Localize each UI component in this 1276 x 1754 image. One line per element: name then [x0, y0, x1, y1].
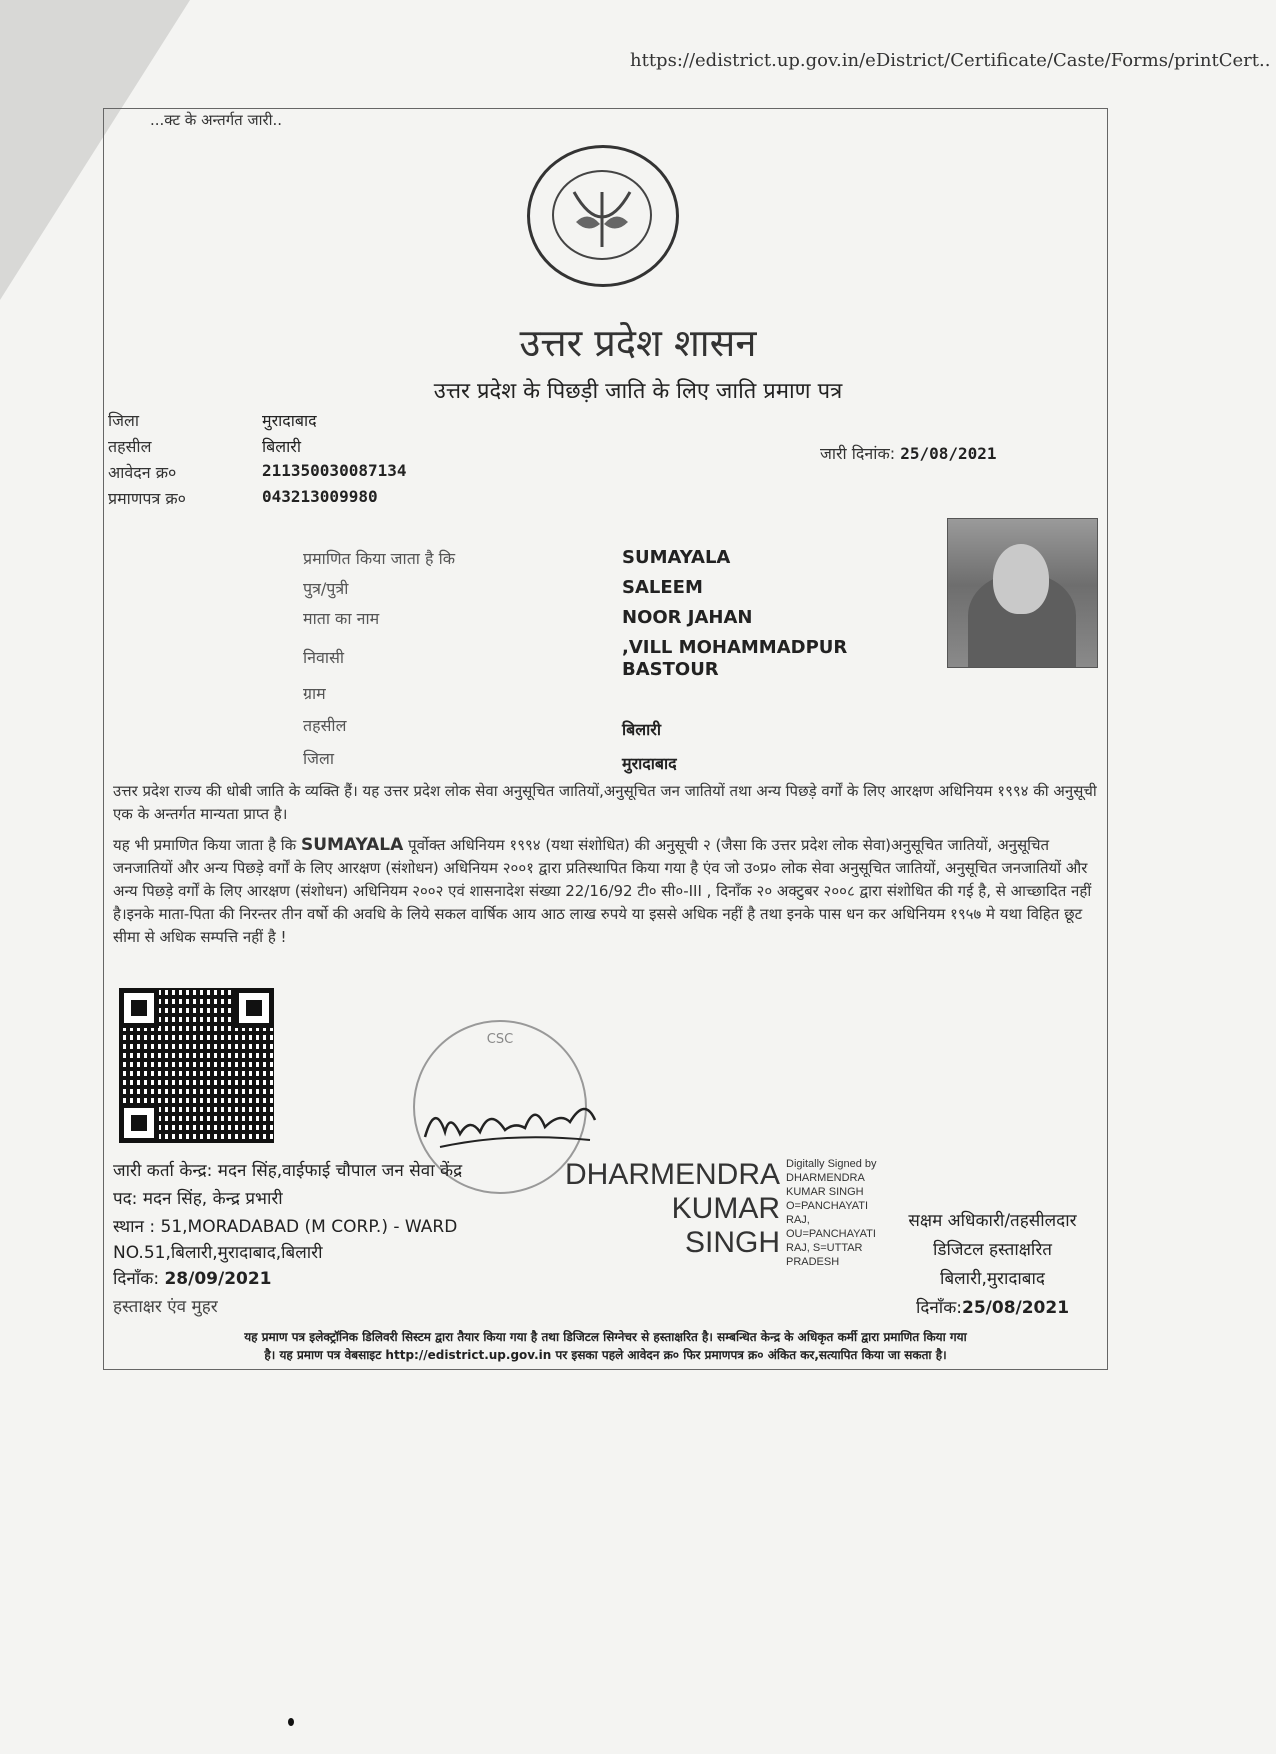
body-paragraph-2 [113, 834, 1098, 949]
detail-value: SALEEM [622, 577, 703, 598]
tehsil-value: बिलारी [262, 437, 301, 456]
footer-line2: है। यह प्रमाण पत्र वेबसाइट http://edistrict.up.gov.in पर इसका पहले आवेदन क्र० फिर प्रमाणपत्र क्र० अंकित कर,सत्यापित किया जा सकता है। [264, 1348, 947, 1362]
issuer-sign-label: हस्ताक्षर एंव मुहर [113, 1297, 218, 1317]
ink-dot [288, 1718, 294, 1726]
detail-label: जिला [303, 749, 335, 768]
applicant-photo [947, 518, 1098, 668]
issuer-post: पद: मदन सिंह, केन्द्र प्रभारी [113, 1189, 283, 1209]
detail-value: बिलारी [622, 720, 661, 739]
qr-finder-top-left [119, 988, 159, 1028]
certificate-title: उत्तर प्रदेश शासन [519, 321, 757, 365]
qr-code [119, 988, 274, 1143]
issuer-date-label: दिनाँक: [113, 1269, 160, 1289]
district-label: जिला [108, 411, 140, 430]
detail-label: निवासी [303, 648, 345, 667]
para2-prefix: यह भी प्रमाणित किया जाता है कि [113, 836, 297, 854]
detail-value: NOOR JAHAN [622, 607, 753, 628]
signer-name-line1: DHARMENDRA [564, 1158, 780, 1191]
detail-label: ग्राम [303, 684, 326, 703]
page-url: https://edistrict.up.gov.in/eDistrict/Certificate/Caste/Forms/printCert.. [630, 50, 1271, 71]
emblem-inner-ring [552, 170, 652, 260]
authority-date-value: 25/08/2021 [962, 1298, 1070, 1318]
issuer-place: स्थान : 51,MORADABAD (M CORP.) - WARD NO.51,बिलारी,मुरादाबाद,बिलारी [113, 1217, 458, 1263]
detail-label: प्रमाणित किया जाता है कि [303, 549, 456, 568]
authority-block [880, 1208, 1105, 1318]
digital-signature-details: Digitally Signed by DHARMENDRA KUMAR SINGH O=PANCHAYATI RAJ, OU=PANCHAYATI RAJ, S=UTTAR PRADESH [786, 1158, 877, 1268]
para2-name: SUMAYALA [300, 835, 404, 855]
issuer-center: जारी कर्ता केन्द्र: मदन सिंह,वाईफाई चौपाल जन सेवा केंद्र [113, 1161, 463, 1181]
issuer-date [113, 1266, 272, 1289]
up-emblem-logo [527, 145, 679, 287]
footer-line1: यह प्रमाण पत्र इलेक्ट्रॉनिक डिलिवरी सिस्टम द्वारा तैयार किया गया है तथा डिजिटल सिग्नेचर से हस्ताक्षरित है। सम्बन्धित केन्द्र के अधिकृत कर्मी द्वारा प्रमाणित किया गया [244, 1330, 967, 1344]
issuer-date-value: 28/09/2021 [164, 1269, 272, 1289]
authority-digital-signed: डिजिटल हस्ताक्षरित [933, 1240, 1052, 1260]
authority-date-label: दिनाँक: [915, 1298, 962, 1318]
issue-date-value: 25/08/2021 [900, 444, 997, 463]
authority-title: सक्षम अधिकारी/तहसीलदार [908, 1211, 1077, 1231]
authority-location: बिलारी,मुरादाबाद [940, 1269, 1045, 1289]
certificate-subtitle: उत्तर प्रदेश के पिछड़ी जाति के लिए जाति प्रमाण पत्र [433, 379, 843, 404]
footer-note [113, 1328, 1098, 1364]
authority-date [880, 1295, 1105, 1318]
stamp-text: CSC [486, 1032, 514, 1047]
qr-finder-top-right [234, 988, 274, 1028]
body-paragraph-1: उत्तर प्रदेश राज्य की धोबी जाति के व्यक्ति हैं। यह उत्तर प्रदेश लोक सेवा अनुसूचित जातियों,अनुसूचित जन जातियों तथा अन्य पिछड़े वर्गों के लिए आरक्षण अधिनियम १९९४ की अनुसूची एक के अन्तर्गत मान्यता प्राप्त है। [113, 782, 1097, 823]
signer-name-line2: KUMAR [671, 1192, 780, 1225]
application-number-label: आवेदन क्र० [108, 463, 177, 482]
top-note: ...क्ट के अन्तर्गत जारी.. [150, 111, 283, 129]
para2-rest: पूर्वोक्त अधिनियम १९९४ (यथा संशोधित) की अनुसूची २ (जैसा कि उत्तर प्रदेश लोक सेवा)अनुसूचित जातियों, अनुसूचित जनजातियों और अन्य पिछड़े वर्गों के लिए आरक्षण (संशोधन) अधिनियम २००१ द्वारा प्रतिस्थापित किया गया है एंव जो उ०प्र० लोक सेवा अनुसूचित जातियों, अनुसूचित जनजातियों और अन्य पिछड़े वर्गों के लिए आरक्षण (संशोधन) अधिनियम २००२ एवं शासनादेश संख्या 22/16/92 टी० सी०-III , दिनाँक २० अक्टुबर २००८ द्वारा संशोधित की गई है, से आच्छादित नहीं है।इनके माता-पिता की निरन्तर तीन वर्षो की अवधि के लिये सकल वार्षिक आय आठ लाख रुपये या इससे अधिक नहीं है तथा इनके पास धन कर अधिनियम १९५७ मे यथा विहित छूट सीमा से अधिक सम्पत्ति नहीं है ! [113, 836, 1092, 946]
emblem-bow-fish-icon [554, 172, 650, 258]
issue-date [820, 442, 997, 464]
digital-signer-name [560, 1158, 780, 1260]
qr-finder-bottom-left [119, 1103, 159, 1143]
detail-value: SUMAYALA [622, 547, 731, 568]
certificate-number-label: प्रमाणपत्र क्र० [108, 489, 186, 508]
tehsil-label: तहसील [108, 437, 152, 456]
issue-date-label: जारी दिनांक: [820, 444, 896, 463]
photo-face [993, 544, 1049, 614]
signer-name-line3: SINGH [684, 1226, 780, 1259]
detail-value: ,VILL MOHAMMADPUR BASTOUR [622, 637, 848, 680]
detail-label: पुत्र/पुत्री [303, 579, 349, 598]
detail-label: माता का नाम [303, 609, 380, 628]
district-value: मुरादाबाद [262, 411, 317, 430]
detail-value: मुरादाबाद [622, 754, 677, 773]
certificate-number-value: 043213009980 [262, 487, 378, 506]
handwritten-signature [420, 1092, 610, 1152]
detail-label: तहसील [303, 716, 347, 735]
application-number-value: 211350030087134 [262, 461, 407, 480]
